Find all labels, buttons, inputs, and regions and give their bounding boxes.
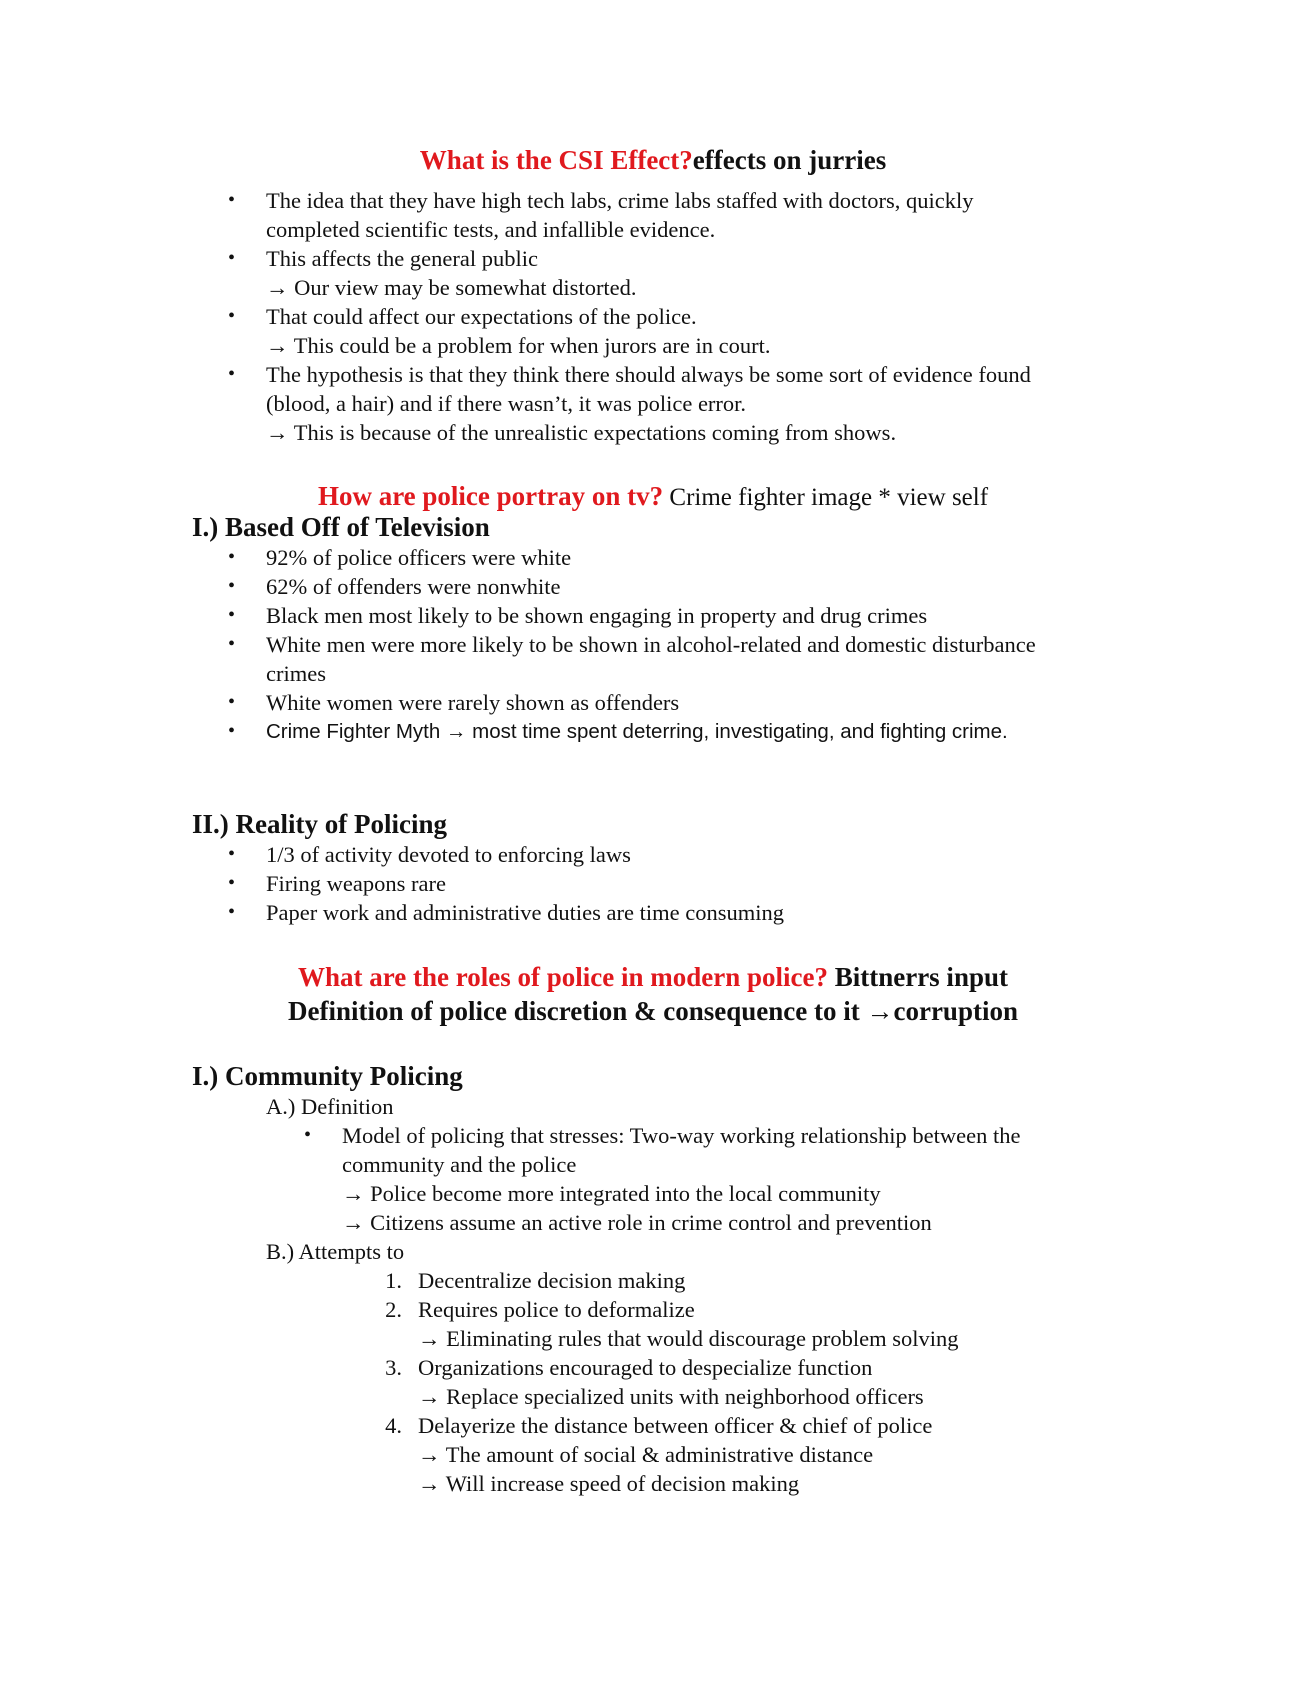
bullet-dot: • xyxy=(228,575,236,597)
roles-b-item-4-sub-2: → Will increase speed of decision making xyxy=(418,1471,800,1496)
bullet-dot: • xyxy=(228,546,236,568)
portray-bullet-1: 92% of police officers were white xyxy=(266,545,572,570)
bullet-dot: • xyxy=(228,305,236,327)
roles-b-item-3-sub: → Replace specialized units with neighborhood officers xyxy=(418,1384,924,1409)
bullet-dot: • xyxy=(228,633,236,655)
portray-subsection-2-title: II.) Reality of Policing xyxy=(192,809,447,839)
csi-bullet-1-line-1: The idea that they have high tech labs, crime labs staffed with doctors, quickly xyxy=(266,188,974,213)
roles-subsection-1-title: I.) Community Policing xyxy=(192,1061,463,1091)
bullet-dot: • xyxy=(228,363,236,385)
roles-heading-line-2: Definition of police discretion & consequence to it →corruption xyxy=(288,996,1018,1026)
bullet-dot: • xyxy=(228,720,236,742)
portray-title-note: Crime fighter image * view self xyxy=(663,484,989,511)
csi-bullet-3-line-1: That could affect our expectations of the police. xyxy=(266,304,697,329)
csi-bullet-4-line-3: → This is because of the unrealistic expectations coming from shows. xyxy=(266,420,897,445)
roles-a-label: A.) Definition xyxy=(266,1094,394,1119)
roles-b-item-4-sub-1: → The amount of social & administrative distance xyxy=(418,1442,874,1467)
list-number-2: 2. xyxy=(385,1297,402,1322)
portray-bullet-2: 62% of offenders were nonwhite xyxy=(266,574,561,599)
list-number-4: 4. xyxy=(385,1413,402,1438)
roles-title: What are the roles of police in modern police? xyxy=(298,962,828,992)
roles-heading xyxy=(0,960,1306,994)
reality-bullet-2: Firing weapons rare xyxy=(266,871,446,896)
roles-b-item-2: Requires police to deformalize xyxy=(418,1297,695,1322)
list-number-3: 3. xyxy=(385,1355,402,1380)
list-number-1: 1. xyxy=(385,1268,402,1293)
roles-a-bullet-line-3: → Police become more integrated into the local community xyxy=(342,1181,881,1206)
bullet-dot: • xyxy=(228,247,236,269)
bullet-dot: • xyxy=(228,604,236,626)
bullet-dot: • xyxy=(228,901,236,923)
bullet-dot: • xyxy=(228,691,236,713)
portray-bullet-4-line-1: White men were more likely to be shown in alcohol-related and domestic disturbance xyxy=(266,632,1036,657)
csi-bullet-4-line-1: The hypothesis is that they think there should always be some sort of evidence found xyxy=(266,362,1031,387)
roles-b-item-3: Organizations encouraged to despecialize function xyxy=(418,1355,873,1380)
roles-b-item-2-sub: → Eliminating rules that would discourage problem solving xyxy=(418,1326,959,1351)
roles-title-note: Bittnerrs input xyxy=(827,962,1008,992)
csi-bullet-4-line-2: (blood, a hair) and if there wasn’t, it was police error. xyxy=(266,391,747,416)
csi-bullet-2-line-1: This affects the general public xyxy=(266,246,538,271)
csi-bullet-1-line-2: completed scientific tests, and infallible evidence. xyxy=(266,217,716,242)
bullet-dot: • xyxy=(228,872,236,894)
bullet-dot: • xyxy=(228,843,236,865)
reality-bullet-3: Paper work and administrative duties are time consuming xyxy=(266,900,784,925)
bullet-dot: • xyxy=(304,1124,312,1146)
bullet-dot: • xyxy=(228,189,236,211)
csi-bullet-3-line-2: → This could be a problem for when jurors are in court. xyxy=(266,333,771,358)
portray-heading xyxy=(0,479,1306,515)
csi-heading xyxy=(0,143,1306,177)
portray-subsection-1-title: I.) Based Off of Television xyxy=(192,512,490,542)
roles-b-item-1: Decentralize decision making xyxy=(418,1268,686,1293)
csi-title: What is the CSI Effect? xyxy=(419,145,693,175)
roles-a-bullet-line-4: → Citizens assume an active role in crime control and prevention xyxy=(342,1210,932,1235)
roles-b-item-4: Delayerize the distance between officer & chief of police xyxy=(418,1413,933,1438)
portray-bullet-4-line-2: crimes xyxy=(266,661,326,686)
portray-bullet-6: Crime Fighter Myth → most time spent deterring, investigating, and fighting crime. xyxy=(266,720,1008,743)
csi-bullet-2-line-2: → Our view may be somewhat distorted. xyxy=(266,275,637,300)
portray-bullet-3: Black men most likely to be shown engaging in property and drug crimes xyxy=(266,603,928,628)
portray-bullet-5: White women were rarely shown as offenders xyxy=(266,690,680,715)
portray-title: How are police portray on tv? xyxy=(317,481,664,511)
csi-title-note: effects on jurries xyxy=(692,145,887,175)
roles-b-label: B.) Attempts to xyxy=(266,1239,405,1264)
reality-bullet-1: 1/3 of activity devoted to enforcing laws xyxy=(266,842,631,867)
roles-a-bullet-line-1: Model of policing that stresses: Two-way working relationship between the xyxy=(342,1123,1021,1148)
roles-a-bullet-line-2: community and the police xyxy=(342,1152,577,1177)
